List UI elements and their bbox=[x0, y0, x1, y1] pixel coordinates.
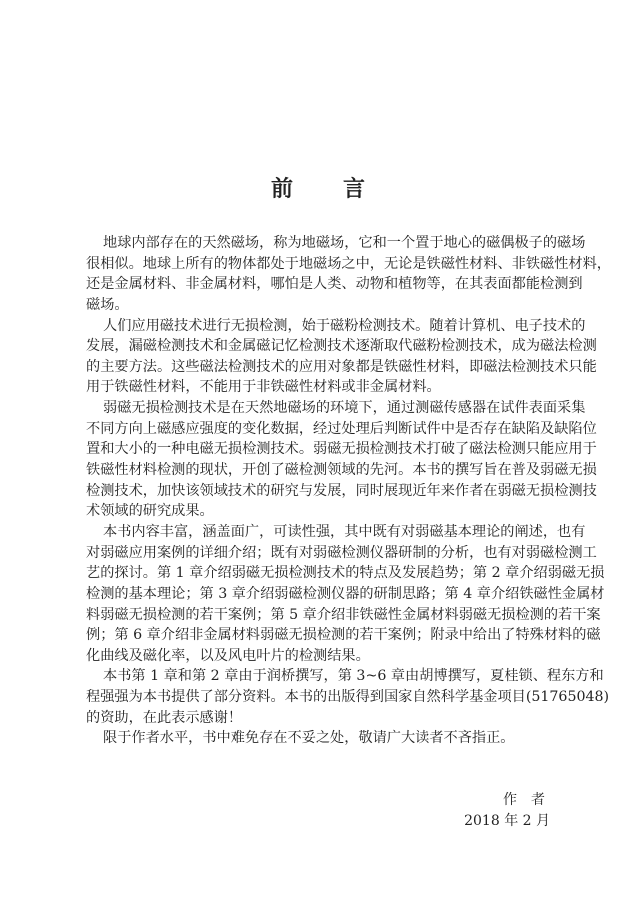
paragraph bbox=[86, 666, 610, 728]
paragraph-line: 地球内部存在的天然磁场，称为地磁场，它和一个置于地心的磁偶极子的磁场 bbox=[103, 235, 586, 251]
paragraph-line: 术领域的研究成果。 bbox=[86, 503, 214, 520]
paragraph-line: 用于铁磁性材料，不能用于非铁磁性材料或非金属材料。 bbox=[86, 379, 441, 396]
paragraph bbox=[86, 728, 552, 749]
page-title: 前 言 bbox=[270, 176, 367, 202]
paragraph-line: 本书第 1 章和第 2 章由于润桥撰写，第 3~6 章由胡博撰写，夏桂锁、程东方和 bbox=[103, 668, 604, 685]
paragraph bbox=[86, 316, 597, 399]
paragraph-line: 弱磁无损检测技术是在天然地磁场的环境下，通过测磁传感器在试件表面采集 bbox=[103, 400, 586, 417]
paragraph-line: 很相似。地球上所有的物体都处于地磁场之中，无论是铁磁性材料、非铁磁性材料， bbox=[86, 255, 611, 272]
paragraph bbox=[86, 233, 611, 316]
paragraph-line: 料弱磁无损检测的若干案例；第 5 章介绍非铁磁性金属材料弱磁无损检测的若干案 bbox=[86, 606, 601, 623]
paragraph-line: 化曲线及磁化率，以及风电叶片的检测结果。 bbox=[86, 647, 370, 664]
paragraph bbox=[86, 522, 605, 666]
paragraph-line: 的资助，在此表示感谢！ bbox=[86, 709, 243, 726]
paragraph-line: 艺的探讨。第 1 章介绍弱磁无损检测技术的特点及发展趋势；第 2 章介绍弱磁无损 bbox=[86, 565, 605, 582]
paragraph-line: 限于作者水平，书中难免存在不妥之处，敬请广大读者不吝指正。 bbox=[103, 730, 515, 747]
paragraph-line: 本书内容丰富，涵盖面广，可读性强，其中既有对弱磁基本理论的阐述，也有 bbox=[103, 523, 586, 540]
preface-body bbox=[86, 233, 611, 749]
paragraph-line: 对弱磁应用案例的详细介绍；既有对弱磁检测仪器研制的分析，也有对弱磁检测工 bbox=[86, 544, 597, 561]
author-signature: 作 者 bbox=[503, 792, 545, 808]
paragraph-line: 发展，漏磁检测技术和金属磁记忆检测技术逐渐取代磁粉检测技术，成为磁法检测 bbox=[86, 338, 597, 355]
paragraph-line: 的主要方法。这些磁法检测技术的应用对象都是铁磁性材料，即磁法检测技术只能 bbox=[86, 358, 597, 375]
paragraph-line: 检测的基本理论；第 3 章介绍弱磁检测仪器的研制思路；第 4 章介绍铁磁性金属材 bbox=[86, 585, 605, 602]
paragraph-line: 磁场。 bbox=[86, 296, 129, 313]
paragraph-line: 不同方向上磁感应强度的变化数据，经过处理后判断试件中是否存在缺陷及缺陷位 bbox=[86, 420, 597, 437]
paragraph-line: 铁磁性材料检测的现状，开创了磁检测领域的先河。本书的撰写旨在普及弱磁无损 bbox=[86, 462, 597, 479]
signature-date: 2018 年 2 月 bbox=[464, 813, 550, 829]
paragraph-line: 还是金属材料、非金属材料，哪怕是人类、动物和植物等，在其表面都能检测到 bbox=[86, 276, 583, 293]
paragraph-line: 程强强为本书提供了部分资料。本书的出版得到国家自然科学基金项目(51765048) bbox=[86, 689, 610, 706]
paragraph-line: 例；第 6 章介绍非金属材料弱磁无损检测的若干案例；附录中给出了特殊材料的磁 bbox=[86, 627, 601, 644]
paragraph-line: 置和大小的一种电磁无损检测技术。弱磁无损检测技术打破了磁法检测只能应用于 bbox=[86, 441, 597, 458]
paragraph-line: 检测技术，加快该领域技术的研究与发展，同时展现近年来作者在弱磁无损检测技 bbox=[86, 482, 597, 499]
paragraph-line: 人们应用磁技术进行无损检测，始于磁粉检测技术。随着计算机、电子技术的 bbox=[103, 317, 586, 334]
paragraph bbox=[86, 398, 597, 522]
